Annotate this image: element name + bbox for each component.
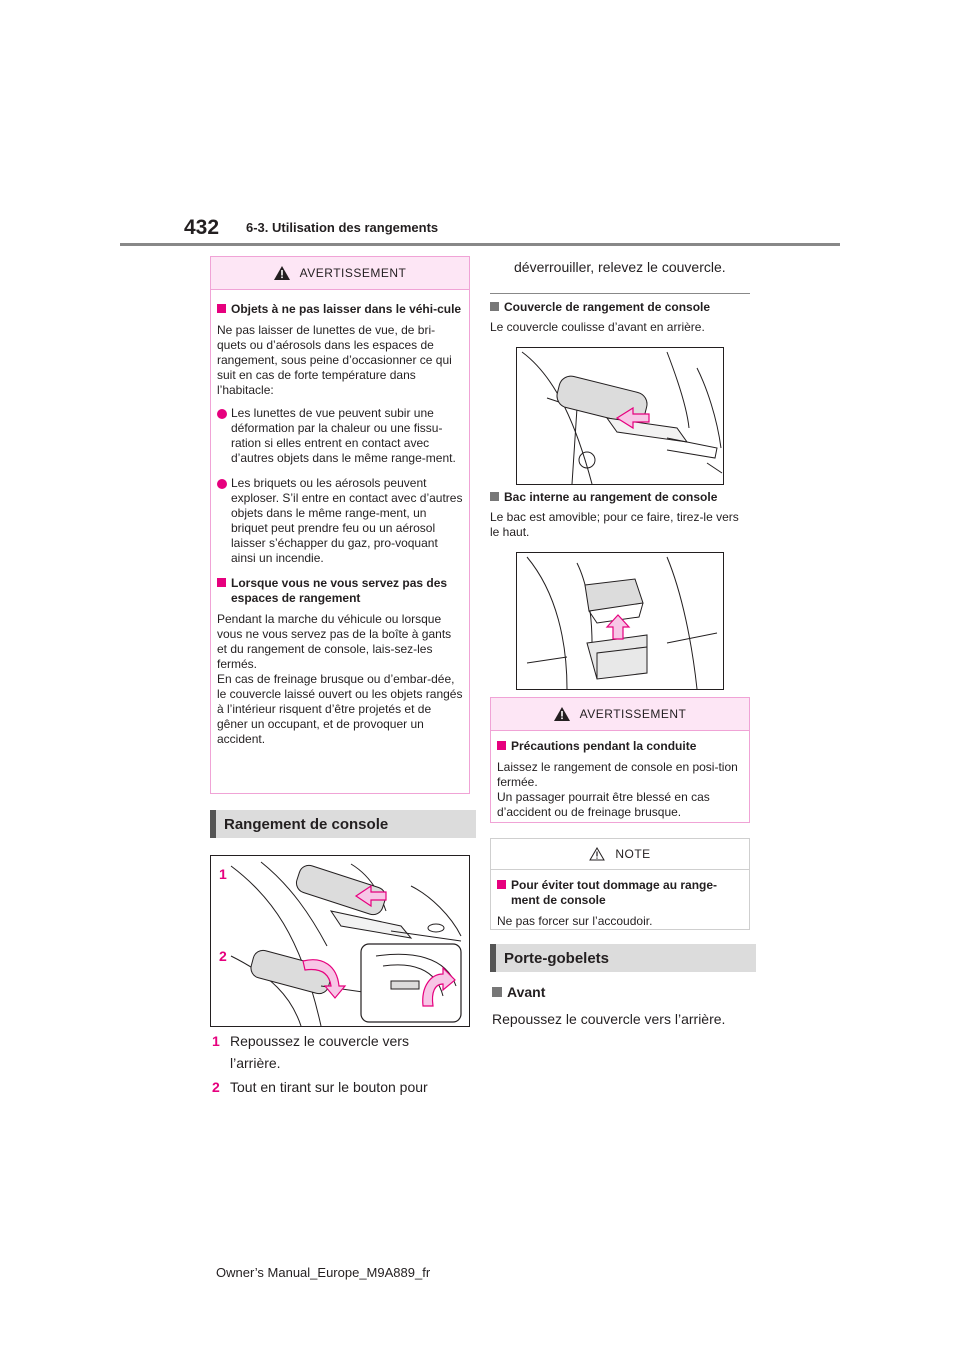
caution-triangle-icon: [589, 847, 605, 861]
warning-paragraph: En cas de freinage brusque ou d’embar-dée, le couvercle laissé ouvert ou les objets rangés à l’intérieur risquent d’être projetés et de gêner un occupant, et de provoquer un accident.: [217, 672, 463, 746]
note-box: [490, 838, 750, 930]
square-bullet-icon: [490, 492, 499, 501]
warning-triangle-icon: [274, 266, 290, 280]
warning-title: AVERTISSEMENT: [299, 266, 407, 280]
step-1-text: Repoussez le couvercle vers l’arrière.: [230, 1033, 409, 1071]
subsection-title-tray: Bac interne au rangement de console: [490, 490, 750, 504]
section-heading-console: Rangement de console: [210, 810, 476, 838]
cover-sliding-illustration: [516, 347, 724, 485]
warning-bullet: Les briquets ou les aérosols peuvent exploser. S’il entre en contact avec d’autres objets dans le même range-ment, un briquet peut prendre feu ou un aérosol laisser s’échapper du gaz, pro-voquant ainsi un incendie.: [217, 476, 463, 566]
warning-box-driving: [490, 697, 750, 823]
cupholder-description: Repoussez le couvercle vers l’arrière.: [492, 1011, 726, 1027]
header-rule: [120, 243, 840, 246]
warning-paragraph: Un passager pourrait être blessé en cas d’accident ou de freinage brusque.: [497, 790, 710, 819]
warning-bullet: Les lunettes de vue peuvent subir une déformation par la chaleur ou une fissu-ration si elles entrent en contact avec d’autres objets dans le même range-ment.: [217, 406, 463, 466]
warning-paragraph: Laissez le rangement de console en posi-tion fermée.: [497, 760, 738, 789]
figure-label-2: 2: [219, 948, 227, 964]
square-bullet-icon: [497, 880, 506, 889]
warning-paragraph: Ne pas laisser de lunettes de vue, de bri-quets ou d’aérosols dans les espaces de rangement, sous peine d’occasionner ce qui suit en cas de forte température dans l’habitacle:: [217, 323, 452, 397]
section-title: 6-3. Utilisation des rangements: [246, 220, 439, 235]
warning-item-heading: Précautions pendant la conduite: [497, 739, 743, 754]
round-bullet-icon: [217, 479, 227, 489]
note-paragraph: Ne pas forcer sur l’accoudoir.: [497, 914, 653, 928]
step-2: 2: [212, 1079, 220, 1095]
subsection-title-front: Avant: [492, 984, 545, 1000]
square-bullet-icon: [497, 741, 506, 750]
subsection-title-cover: Couvercle de rangement de console: [490, 300, 750, 314]
warning-header: [211, 257, 469, 290]
square-bullet-icon: [492, 987, 502, 997]
square-bullet-icon: [217, 304, 226, 313]
warning-title: AVERTISSEMENT: [579, 707, 687, 721]
console-storage-illustration: [210, 855, 470, 1027]
tray-description: Le bac est amovible; pour ce faire, tirez-le vers le haut.: [490, 510, 739, 539]
warning-paragraph: Pendant la marche du véhicule ou lorsque vous ne vous servez pas de la boîte à gants et du rangement de console, lais-sez-les fermés.: [217, 612, 452, 671]
step-2-text: Tout en tirant sur le bouton pour: [230, 1079, 428, 1095]
square-bullet-icon: [490, 302, 499, 311]
note-header: [491, 839, 749, 870]
square-bullet-icon: [217, 578, 226, 587]
figure-label-1: 1: [219, 866, 227, 882]
step-1: 1: [212, 1033, 220, 1049]
note-item-heading: Pour éviter tout dommage au range-ment de console: [497, 878, 743, 908]
footer-text: Owner’s Manual_Europe_M9A889_fr: [216, 1265, 431, 1280]
warning-item-heading: Lorsque vous ne vous servez pas des espaces de rangement: [217, 576, 463, 606]
round-bullet-icon: [217, 409, 227, 419]
step-2-continued: déverrouiller, relevez le couvercle.: [514, 259, 726, 275]
subsection-rule: [490, 293, 750, 294]
inner-tray-illustration: [516, 552, 724, 690]
section-heading-cupholders: Porte-gobelets: [490, 944, 756, 972]
page-number: 432: [184, 216, 220, 239]
cover-description: Le couvercle coulisse d’avant en arrière.: [490, 320, 705, 334]
warning-header: [491, 698, 749, 731]
warning-item-heading: Objets à ne pas laisser dans le véhi-cule: [217, 302, 463, 317]
warning-triangle-icon: [554, 707, 570, 721]
warning-box-storage: [210, 256, 470, 794]
note-title: NOTE: [615, 847, 651, 861]
